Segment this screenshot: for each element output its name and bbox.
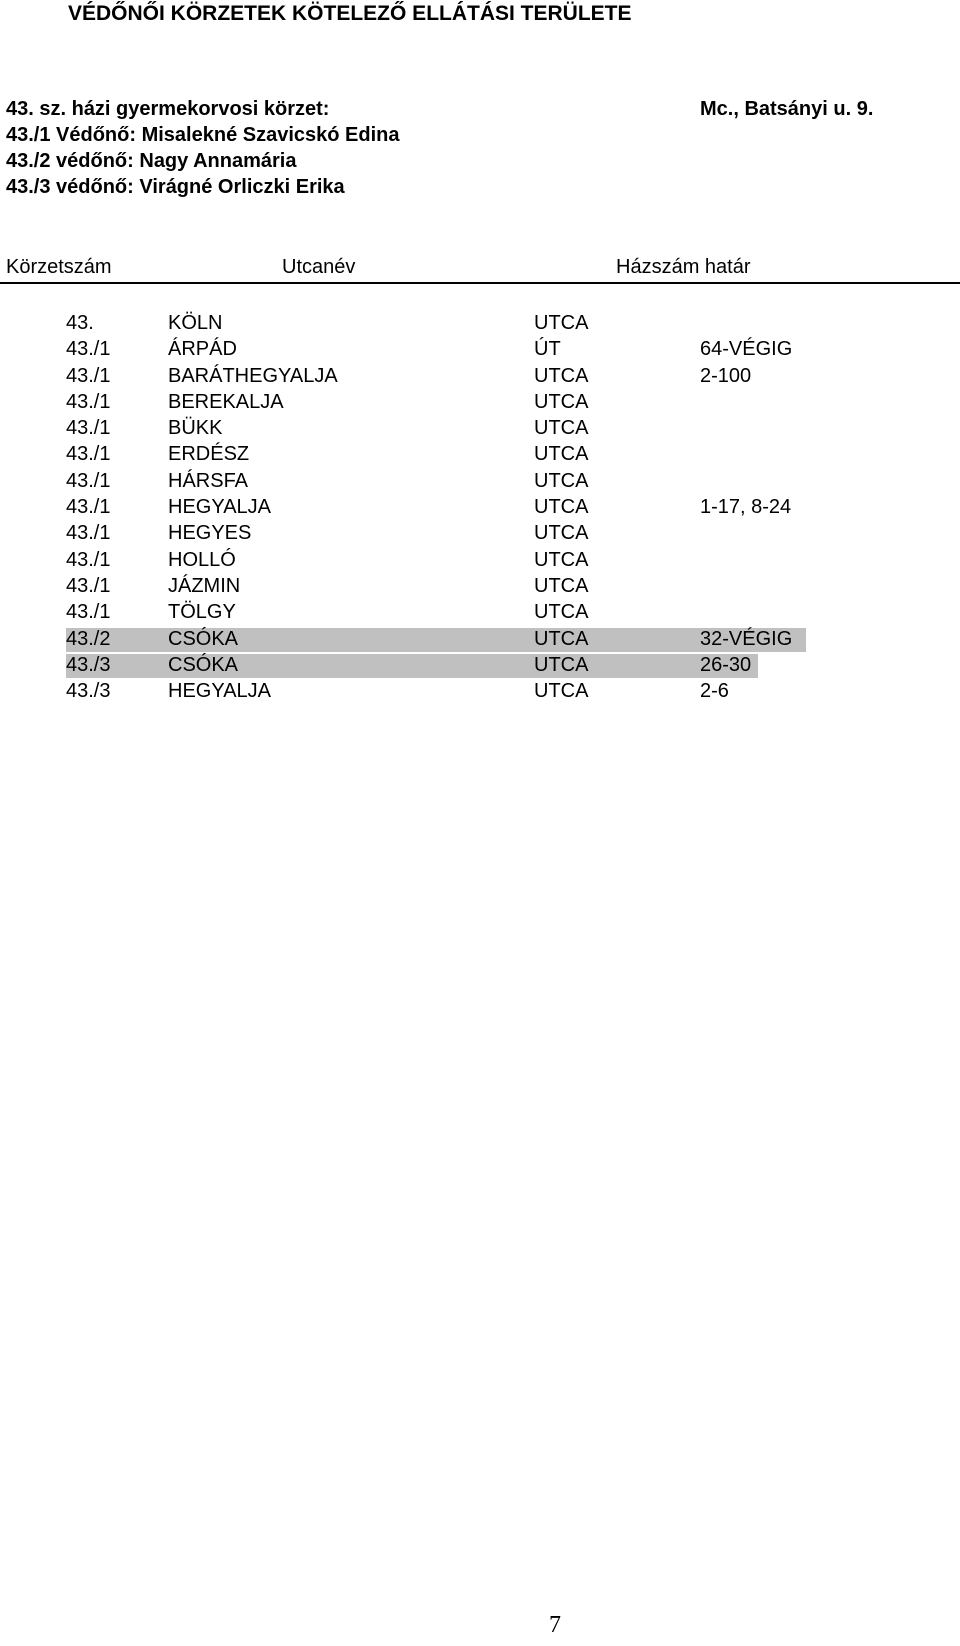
street-name-cell: CSÓKA [168, 627, 239, 650]
house-range-cell: 32-VÉGIG [700, 627, 793, 650]
district-number-cell: 43./1 [66, 390, 111, 413]
table-row [66, 363, 886, 389]
table-row [66, 678, 886, 704]
street-type-cell: UTCA [534, 548, 589, 571]
table-row [66, 441, 886, 467]
district-number-cell: 43./1 [66, 496, 111, 519]
street-type-cell: UTCA [534, 653, 589, 676]
district-address: Mc., Batsányi u. 9. [700, 98, 874, 120]
nurse-line-3: 43./3 védőnő: Virágné Orliczki Erika [6, 176, 345, 198]
street-name-cell: BEREKALJA [168, 390, 284, 413]
district-number-cell: 43./1 [66, 574, 111, 597]
district-number-cell: 43./1 [66, 364, 111, 387]
street-type-cell: UTCA [534, 496, 589, 519]
district-number-cell: 43./2 [66, 627, 111, 650]
house-range-cell: 2-6 [700, 680, 729, 703]
district-number-cell: 43./1 [66, 338, 111, 361]
page-title: VÉDŐNŐI KÖRZETEK KÖTELEZŐ ELLÁTÁSI TERÜLETE [68, 2, 632, 25]
table-row [66, 547, 886, 573]
district-number-cell: 43./3 [66, 653, 111, 676]
nurse-line-2: 43./2 védőnő: Nagy Annamária [6, 150, 297, 172]
street-name-cell: JÁZMIN [168, 574, 241, 597]
table-row [66, 599, 886, 625]
district-number-cell: 43./1 [66, 443, 111, 466]
street-type-cell: UTCA [534, 522, 589, 545]
district-number-cell: 43./1 [66, 469, 111, 492]
table-row [66, 652, 886, 678]
street-name-cell: HEGYALJA [168, 680, 271, 703]
column-header-district: Körzetszám [6, 256, 112, 278]
street-type-cell: UTCA [534, 469, 589, 492]
street-name-cell: KÖLN [168, 312, 223, 334]
table-row [66, 468, 886, 494]
street-name-cell: BÜKK [168, 417, 223, 440]
district-number-cell: 43./1 [66, 548, 111, 571]
house-range-cell: 64-VÉGIG [700, 338, 793, 361]
district-label: 43. sz. házi gyermekorvosi körzet: [6, 98, 330, 120]
house-range-cell: 26-30 [700, 653, 752, 676]
table-row [66, 494, 886, 520]
house-range-cell: 1-17, 8-24 [700, 496, 792, 519]
street-name-cell: CSÓKA [168, 653, 239, 676]
street-type-cell: UTCA [534, 364, 589, 387]
table-row [66, 415, 886, 441]
street-name-cell: HÁRSFA [168, 469, 249, 492]
street-name-cell: ERDÉSZ [168, 443, 250, 466]
table-row [66, 573, 886, 599]
district-number-cell: 43./1 [66, 601, 111, 624]
district-number-cell: 43./1 [66, 522, 111, 545]
street-table [66, 310, 886, 704]
table-row [66, 310, 886, 336]
district-number-cell: 43./1 [66, 417, 111, 440]
table-row [66, 626, 886, 652]
street-name-cell: HEGYALJA [168, 496, 271, 519]
street-name-cell: ÁRPÁD [168, 338, 237, 361]
street-type-cell: UTCA [534, 680, 589, 703]
street-type-cell: UTCA [534, 601, 589, 624]
street-type-cell: UTCA [534, 312, 589, 334]
street-type-cell: UTCA [534, 443, 589, 466]
table-row [66, 520, 886, 546]
page-number: 7 [549, 1612, 561, 1638]
column-header-range: Házszám határ [616, 256, 751, 278]
street-name-cell: HOLLÓ [168, 548, 236, 571]
street-name-cell: HEGYES [168, 522, 252, 545]
street-name-cell: BARÁTHEGYALJA [168, 364, 338, 387]
house-range-cell: 2-100 [700, 364, 752, 387]
street-type-cell: UTCA [534, 390, 589, 413]
table-row [66, 336, 886, 362]
district-number-cell: 43. [66, 312, 94, 334]
street-type-cell: UTCA [534, 574, 589, 597]
header-divider [0, 282, 960, 284]
column-header-street: Utcanév [282, 256, 356, 278]
street-type-cell: ÚT [534, 338, 561, 361]
street-type-cell: UTCA [534, 627, 589, 650]
district-number-cell: 43./3 [66, 680, 111, 703]
street-name-cell: TÖLGY [168, 601, 236, 624]
nurse-line-1: 43./1 Védőnő: Misalekné Szavicskó Edina [6, 124, 400, 146]
street-type-cell: UTCA [534, 417, 589, 440]
table-row [66, 389, 886, 415]
